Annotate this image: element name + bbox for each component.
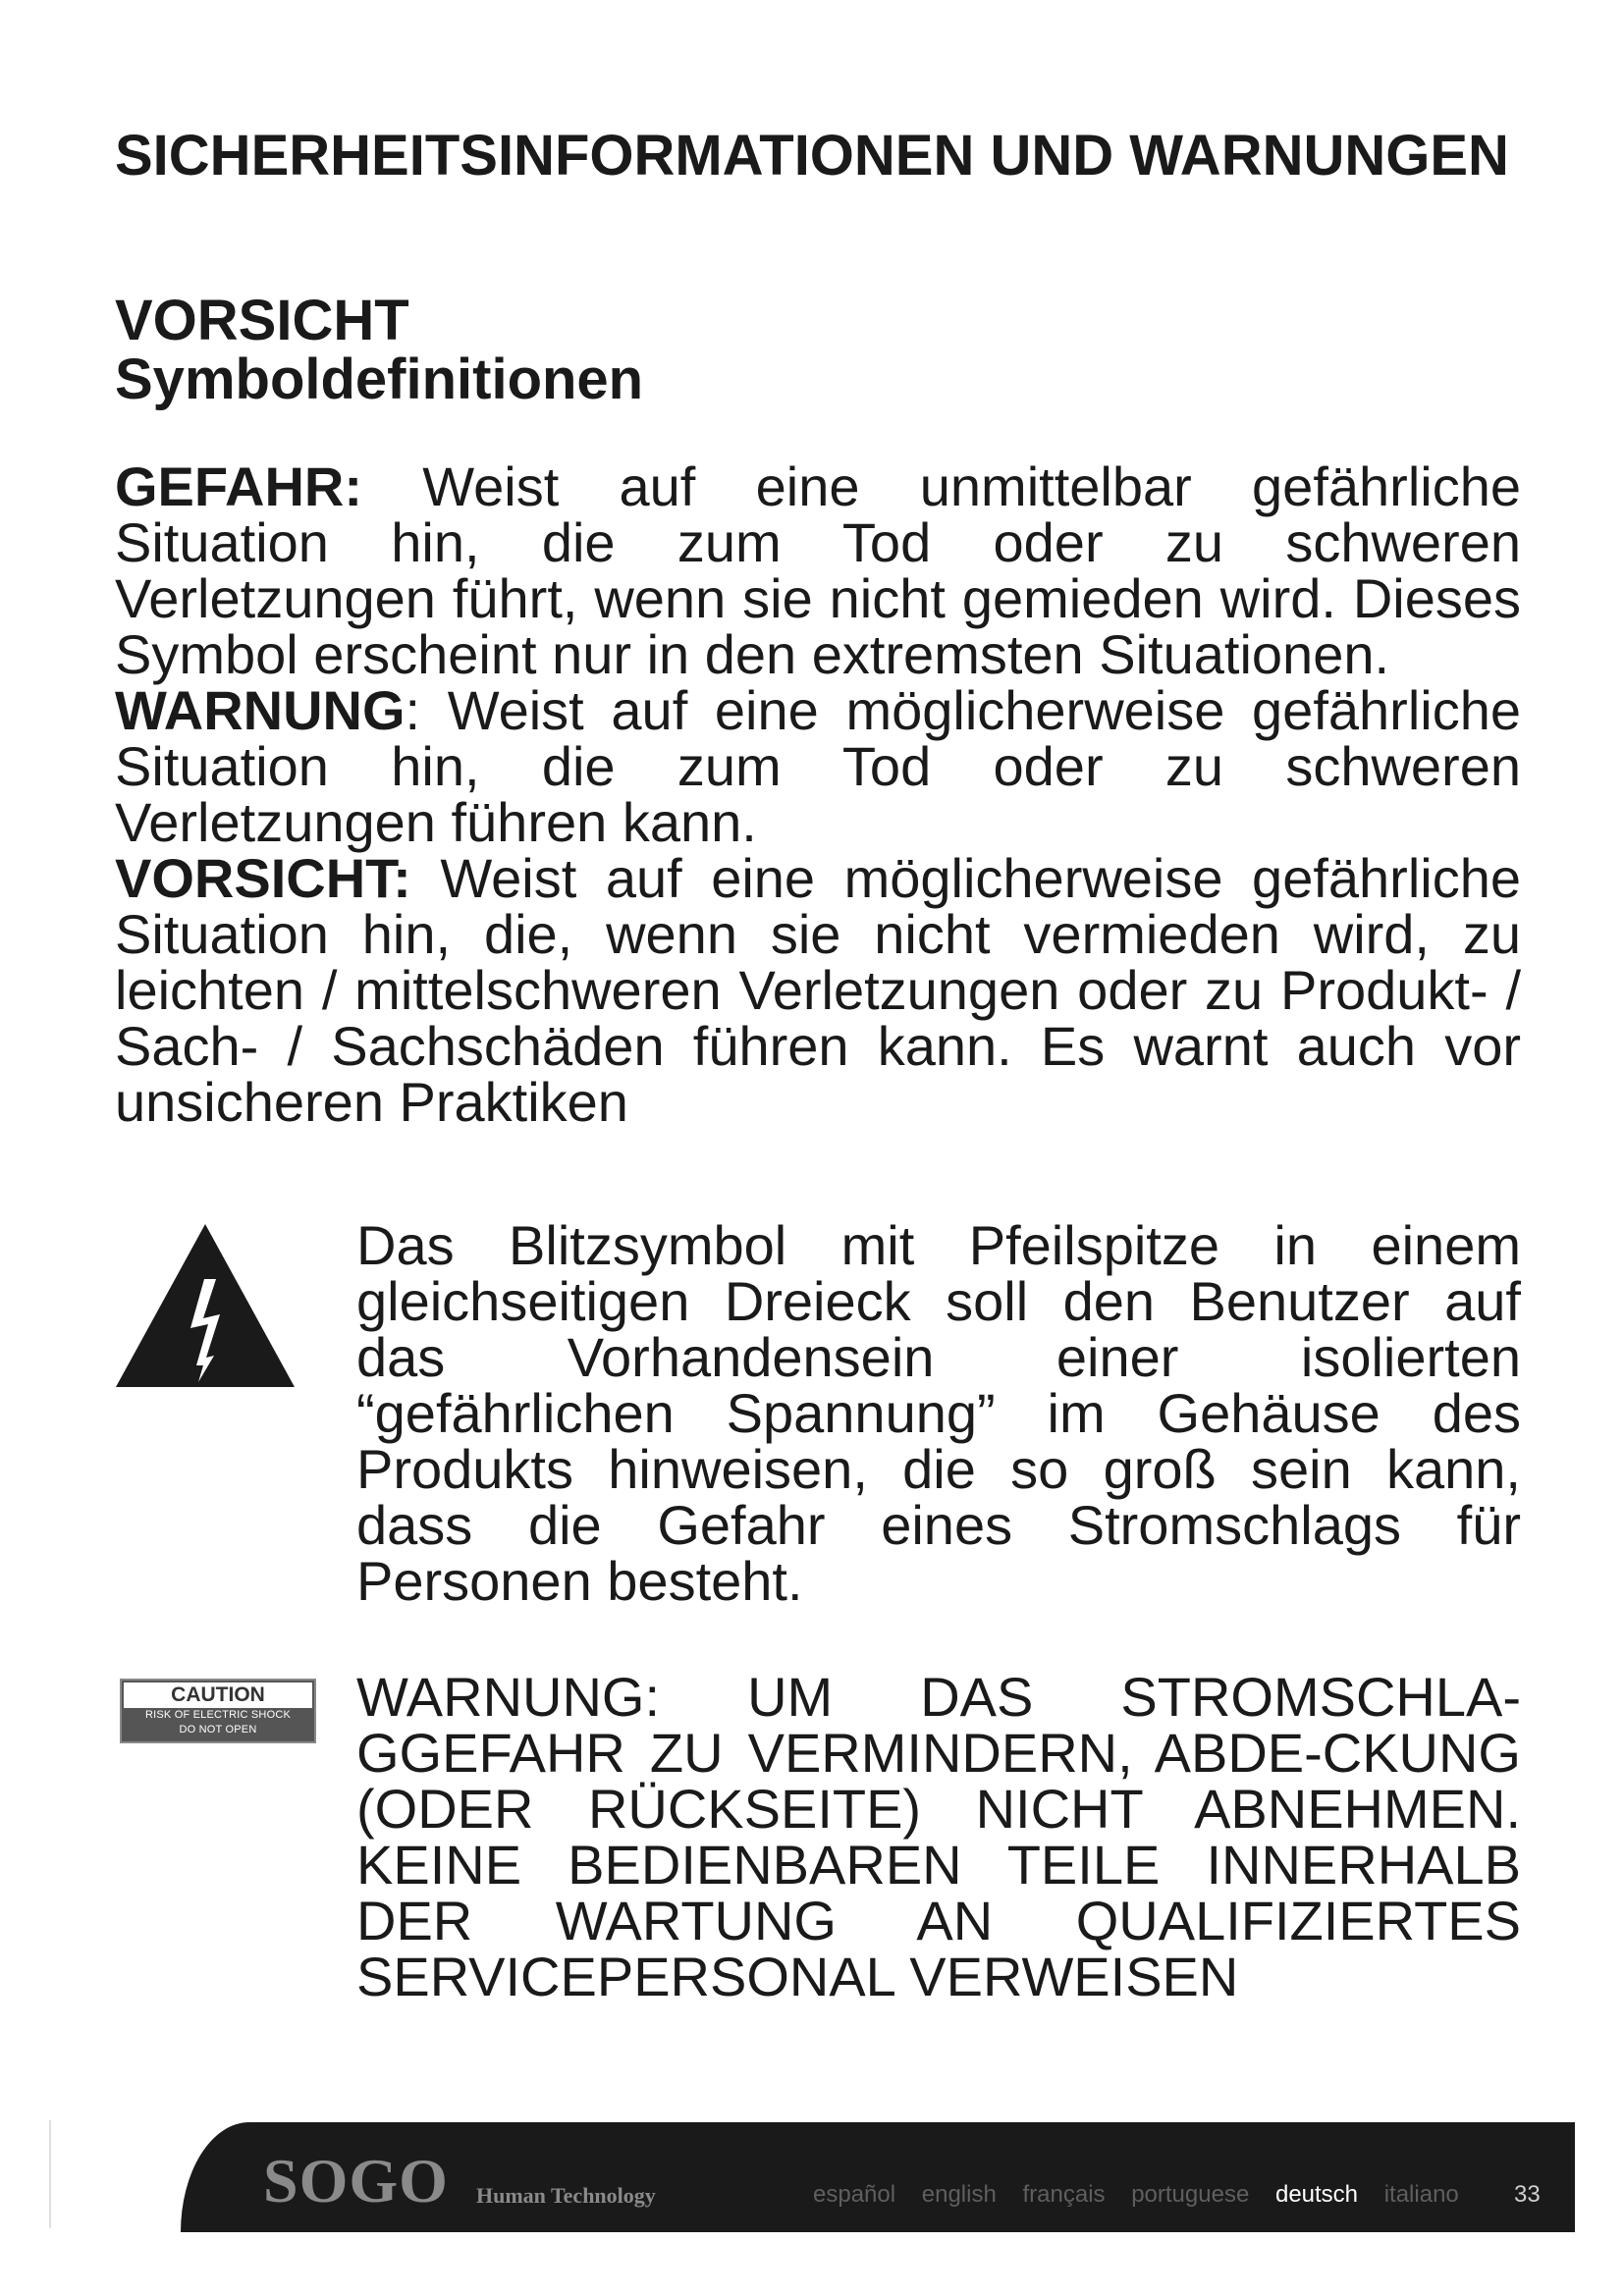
caution-label-line1: RISK OF ELECTRIC SHOCK <box>144 1709 292 1721</box>
caution-definition <box>115 847 1521 1133</box>
lightning-triangle-icon <box>114 1222 297 1389</box>
margin-line <box>49 2120 51 2228</box>
caution-label-title: CAUTION <box>124 1682 312 1708</box>
definitions-heading: Symboldefinitionen <box>115 347 644 411</box>
caution-heading: VORSICHT <box>115 289 409 352</box>
danger-text: Weist auf eine unmittelbar gefährliche Situation hin, die zum Tod oder zu schweren Verletzungen führt, wenn sie nicht gemieden wird. Dieses Symbol erscheint nur in den extremsten Situationen. <box>115 455 1521 685</box>
warning-text: : Weist auf eine möglicherweise gefährliche Situation hin, die zum Tod oder zu schweren Verletzungen führen kann. <box>115 679 1521 853</box>
language-item[interactable]: italiano <box>1383 2181 1459 2208</box>
warning-definition <box>115 679 1521 853</box>
shock-warning-paragraph: WARNUNG: UM DAS STROMSCHLA-GGEFAHR ZU VERMINDERN, ABDE-CKUNG (ODER RÜCKSEITE) NICHT ABNEHMEN. KEINE BEDIENBAREN TEILE INNERHALB DER WARTUNG AN QUALIFIZIERTES SERVICEPERSONAL VERWEISEN <box>356 1666 1521 2007</box>
danger-label: GEFAHR: <box>115 455 362 517</box>
warning-label: WARNUNG <box>115 679 406 741</box>
section-heading <box>115 289 644 411</box>
language-item[interactable]: english <box>921 2181 997 2208</box>
caution-label: VORSICHT: <box>115 847 411 909</box>
symbol-definitions <box>115 455 1521 1133</box>
page-title: SICHERHEITSINFORMATIONEN UND WARNUNGEN <box>115 124 1509 187</box>
caution-label-line2: DO NOT OPEN <box>179 1724 257 1735</box>
page-number: 33 <box>1514 2181 1541 2208</box>
language-item[interactable]: français <box>1022 2181 1106 2208</box>
caution-label-icon <box>120 1679 316 1743</box>
lightning-symbol-paragraph: Das Blitzsymbol mit Pfeilspitze in einem gleichseitigen Dreieck soll den Benutzer auf das Vorhandensein einer isolierten “gefährlichen Spannung” im Gehäuse des Produkts hinweisen, die so groß sein kann, dass die Gefahr eines Stromschlags für Personen besteht. <box>356 1214 1521 1612</box>
caution-text: Weist auf eine möglicherweise gefährliche Situation hin, die, wenn sie nicht vermieden wird, zu leichten / mittelschweren Verletzungen oder zu Produkt- / Sach- / Sachschäden führen kann. Es warnt auch vor unsicheren Praktiken <box>115 847 1521 1133</box>
brand-logo: SOGO <box>263 2146 449 2216</box>
language-nav <box>813 2181 1479 2209</box>
language-item[interactable]: español <box>813 2181 896 2208</box>
brand-tagline: Human Technology <box>476 2183 656 2208</box>
language-item[interactable]: portuguese <box>1131 2181 1250 2208</box>
language-item-active[interactable]: deutsch <box>1274 2181 1359 2208</box>
danger-definition <box>115 455 1521 685</box>
